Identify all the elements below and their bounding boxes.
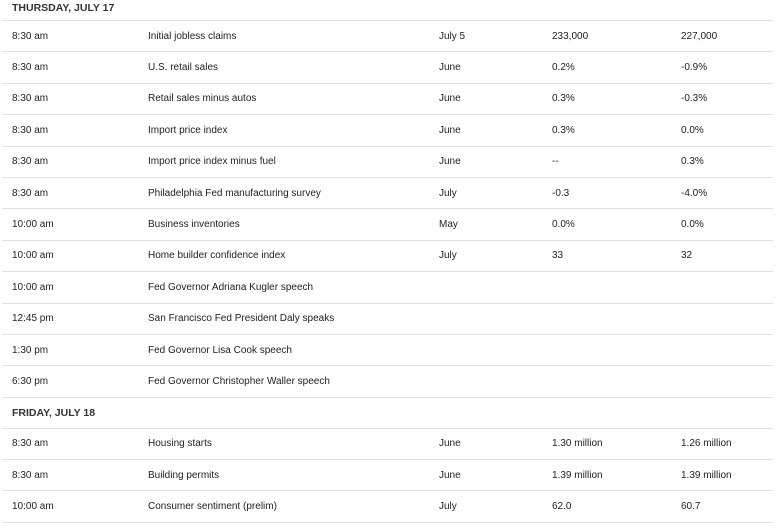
event-previous: -0.3% xyxy=(681,93,708,105)
event-forecast: 1.30 million xyxy=(552,438,603,450)
event-report: San Francisco Fed President Daly speaks xyxy=(148,313,335,325)
event-forecast: 233,000 xyxy=(552,30,589,42)
event-row xyxy=(2,460,773,491)
event-time: 10:00 am xyxy=(12,281,54,293)
event-previous: 0.0% xyxy=(681,219,704,231)
event-period: June xyxy=(439,469,461,481)
event-forecast: -- xyxy=(552,156,559,168)
event-forecast: 0.2% xyxy=(552,62,575,74)
event-row xyxy=(2,304,773,335)
event-time: 8:30 am xyxy=(12,156,49,168)
event-row xyxy=(2,491,773,522)
event-report: Housing starts xyxy=(148,438,212,450)
event-row xyxy=(2,84,773,115)
event-forecast: 0.0% xyxy=(552,219,575,231)
event-forecast: 1.39 million xyxy=(552,469,603,481)
event-time: 12:45 pm xyxy=(12,313,54,325)
day-header: THURSDAY, JULY 17 xyxy=(2,0,773,21)
event-row xyxy=(2,366,773,397)
event-time: 10:00 am xyxy=(12,219,54,231)
event-time: 8:30 am xyxy=(12,438,49,450)
event-forecast: 33 xyxy=(552,250,564,262)
event-previous: 1.39 million xyxy=(681,469,732,481)
event-previous: 32 xyxy=(681,250,693,262)
event-report: Initial jobless claims xyxy=(148,30,237,42)
event-period: June xyxy=(439,93,461,105)
event-row xyxy=(2,115,773,146)
event-period: July xyxy=(439,250,457,262)
event-previous: 0.3% xyxy=(681,156,704,168)
event-row xyxy=(2,178,773,209)
event-report: Fed Governor Lisa Cook speech xyxy=(148,344,292,356)
event-period: June xyxy=(439,62,461,74)
event-forecast: 0.3% xyxy=(552,93,575,105)
day-header: FRIDAY, JULY 18 xyxy=(2,398,773,429)
event-time: 8:30 am xyxy=(12,187,49,199)
event-time: 1:30 pm xyxy=(12,344,49,356)
event-row xyxy=(2,429,773,460)
event-time: 10:00 am xyxy=(12,501,54,513)
event-period: June xyxy=(439,156,461,168)
event-time: 8:30 am xyxy=(12,62,49,74)
event-report: Retail sales minus autos xyxy=(148,93,257,105)
event-report: Business inventories xyxy=(148,219,240,231)
event-time: 6:30 pm xyxy=(12,375,49,387)
event-report: Import price index minus fuel xyxy=(148,156,276,168)
event-previous: 1.26 million xyxy=(681,438,732,450)
event-previous: 60.7 xyxy=(681,501,701,513)
event-time: 10:00 am xyxy=(12,250,54,262)
event-period: May xyxy=(439,219,458,231)
event-report: Consumer sentiment (prelim) xyxy=(148,501,277,513)
economic-calendar xyxy=(2,0,773,523)
event-period: June xyxy=(439,124,461,136)
event-period: July 5 xyxy=(439,30,466,42)
event-previous: 227,000 xyxy=(681,30,718,42)
event-previous: -0.9% xyxy=(681,62,708,74)
event-row xyxy=(2,52,773,83)
event-report: Fed Governor Adriana Kugler speech xyxy=(148,281,314,293)
event-forecast: -0.3 xyxy=(552,187,570,199)
event-time: 8:30 am xyxy=(12,124,49,136)
event-previous: 0.0% xyxy=(681,124,704,136)
event-report: Import price index xyxy=(148,124,228,136)
event-row xyxy=(2,335,773,366)
event-period: July xyxy=(439,187,457,199)
event-time: 8:30 am xyxy=(12,93,49,105)
event-report: Building permits xyxy=(148,469,220,481)
event-period: June xyxy=(439,438,461,450)
event-report: Philadelphia Fed manufacturing survey xyxy=(148,187,321,199)
event-report: Home builder confidence index xyxy=(148,250,286,262)
event-period: July xyxy=(439,501,457,513)
event-previous: -4.0% xyxy=(681,187,708,199)
event-report: U.S. retail sales xyxy=(148,62,219,74)
event-forecast: 62.0 xyxy=(552,501,572,513)
event-report: Fed Governor Christopher Waller speech xyxy=(148,375,330,387)
event-row xyxy=(2,21,773,52)
event-time: 8:30 am xyxy=(12,30,49,42)
event-row xyxy=(2,241,773,272)
event-time: 8:30 am xyxy=(12,469,49,481)
event-forecast: 0.3% xyxy=(552,124,575,136)
event-row xyxy=(2,147,773,178)
event-row xyxy=(2,272,773,303)
event-row xyxy=(2,209,773,240)
